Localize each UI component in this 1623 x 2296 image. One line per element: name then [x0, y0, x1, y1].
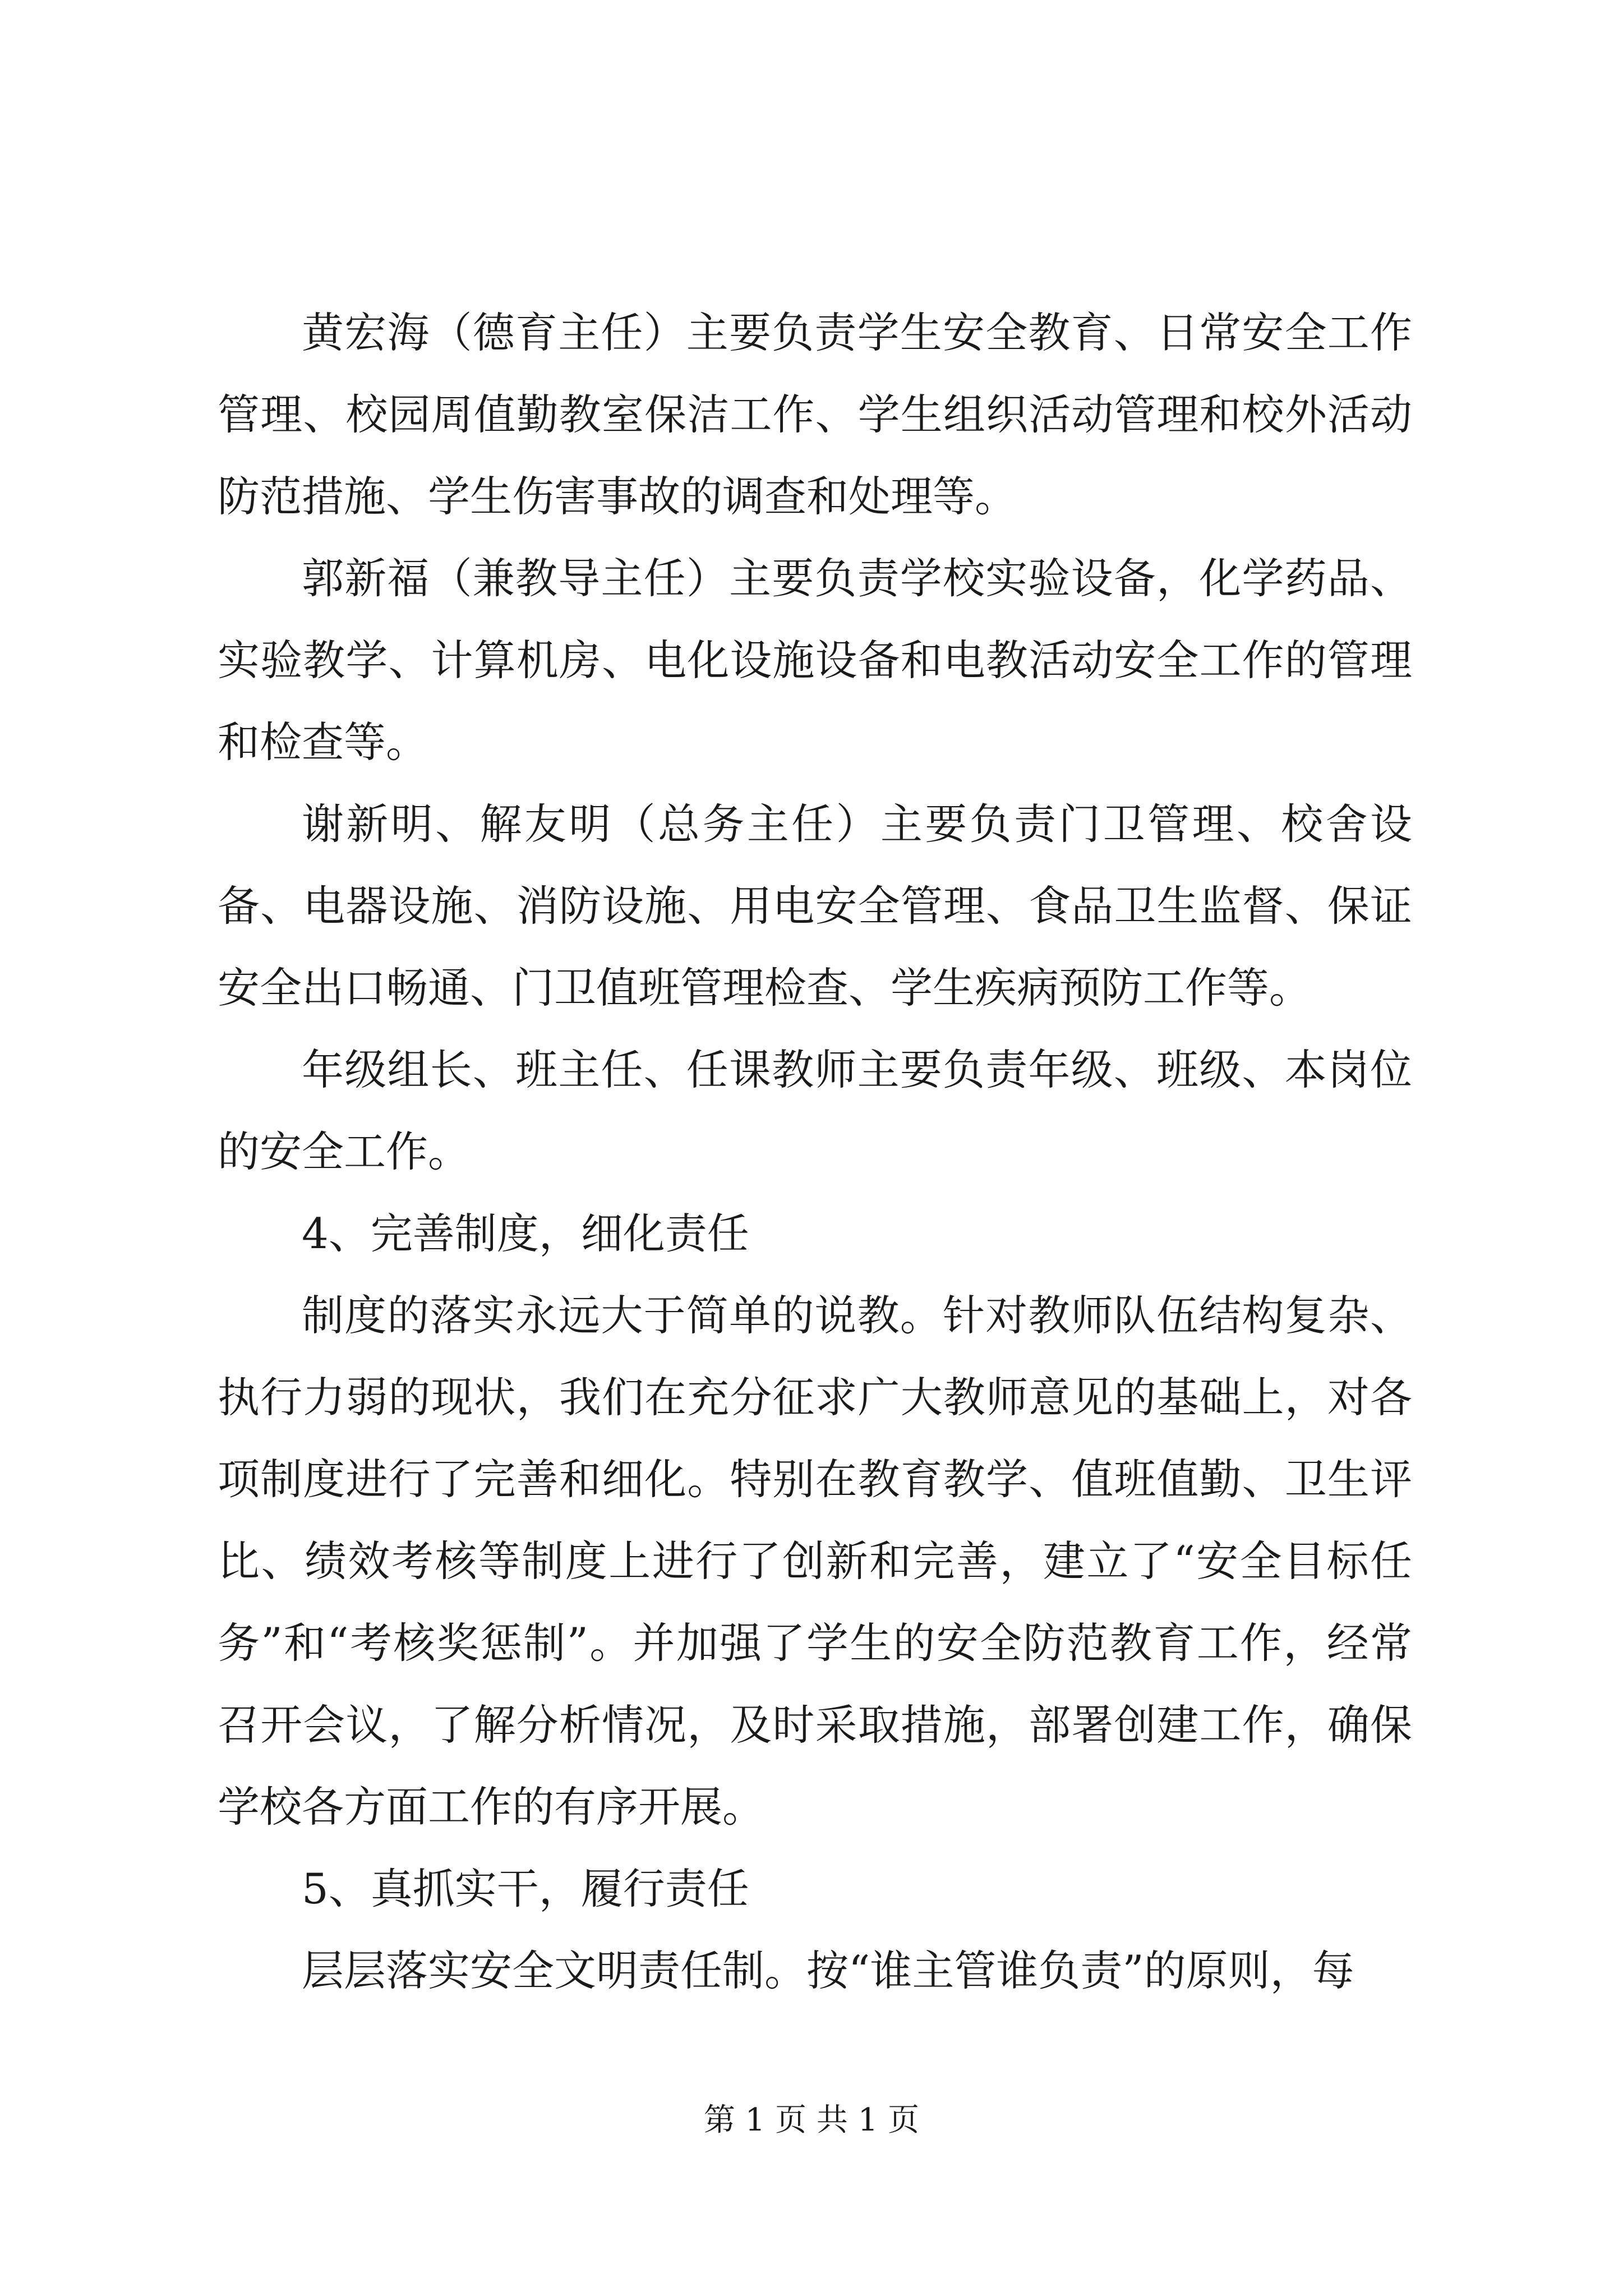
paragraph-huang-duties: 黄宏海（德育主任）主要负责学生安全教育、日常安全工作管理、校园周值勤教室保洁工作、学生组织活动管理和校外活动防范措施、学生伤害事故的调查和处理等。 — [218, 308, 1412, 521]
section-heading-5: 5、真抓实干，履行责任 — [302, 1864, 749, 1913]
paragraph-teacher-duties: 年级组长、班主任、任课教师主要负责年级、班级、本岗位的安全工作。 — [218, 1045, 1412, 1176]
paragraph-system-improvement: 制度的落实永远大于简单的说教。针对教师队伍结构复杂、执行力弱的现状，我们在充分征求广大教师意见的基础上，对各项制度进行了完善和细化。特别在教育教学、值班值勤、卫生评比、绩效考核等制度上进行了创新和完善，建立了“安全目标任务”和“考核奖惩制”。并加强了学生的安全防范教育工作，经常召开会议，了解分析情况，及时采取措施，部署创建工作，确保学校各方面工作的有序开展。 — [218, 1291, 1412, 1832]
paragraph-guo-duties: 郭新福（兼教导主任）主要负责学校实验设备，化学药品、实验教学、计算机房、电化设施设备和电教活动安全工作的管理和检查等。 — [218, 554, 1412, 767]
section-heading-4: 4、完善制度，细化责任 — [302, 1209, 749, 1258]
paragraph-xie-duties: 谢新明、解友明（总务主任）主要负责门卫管理、校舍设备、电器设施、消防设施、用电安全管理、食品卫生监督、保证安全出口畅通、门卫值班管理检查、学生疾病预防工作等。 — [218, 799, 1412, 1013]
document-body — [218, 292, 1412, 2012]
paragraph-responsibility: 层层落实安全文明责任制。按“谁主管谁负责”的原则，每 — [302, 1946, 1354, 1995]
page-footer: 第 1 页 共 1 页 — [703, 2102, 920, 2138]
